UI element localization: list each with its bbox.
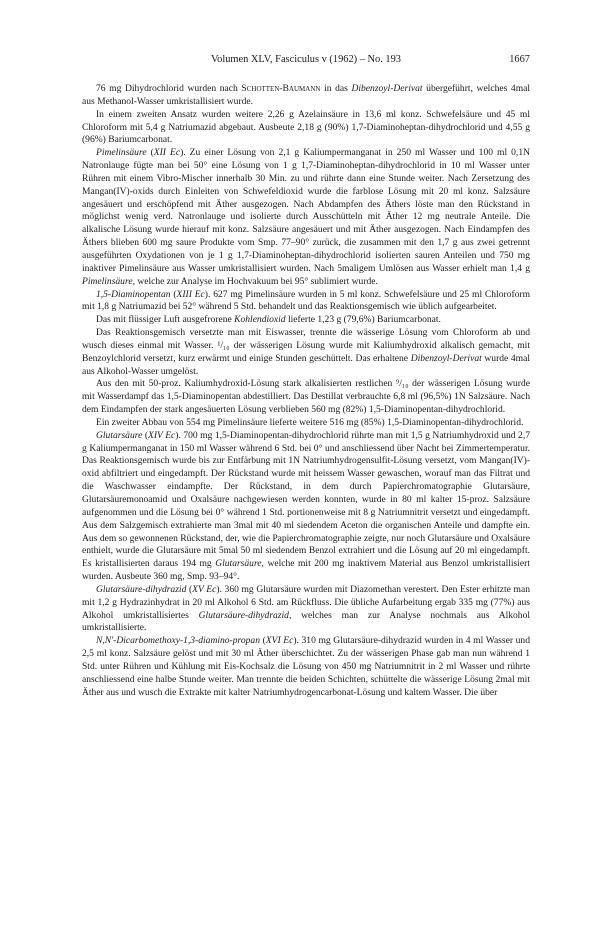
italic-run: 1,5-Diaminopentan — [96, 288, 171, 300]
text-run: ). 310 mg Glutarsäure-dihydrazid wurden in 4 ml Wasser und 2,5 ml konz. Salzsäure gelöst und mit 30 ml Äther überschichtet. Zu der wässerigen Phase gab man nun während 1 Std. unter Rühren und Kühlung mit Eis-Kochsalz die Lösung von 450 mg Natriumnitrit in 2 ml Wasser und rührte anschliessend eine halbe Stunde weiter. Man trennte die beiden Schichten, schüttelte die wässerige Lösung 2mal mit Äther aus und wusch die Extrakte mit kalter Natriumhydrogencarbonat-Lösung und kaltem Wasser. Die über — [82, 635, 530, 698]
text-run: Das Reaktionsgemisch versetzte man mit Eiswasser, trennte die wässerige Lösung vom Chloroform ab und wusch dieses einmal mit Wasser. ¹/₁₀ der wässerigen Lösung wurde mit Kaliumhydroxid alkalisch gemacht, mit Benzoylchlorid versetzt, kurz erwärmt und einige Stunden geschüttelt. Das erhaltene — [82, 327, 530, 364]
italic-run: Kohlendioxid — [234, 314, 286, 326]
text-run: wurde 4mal aus Alkohol-Wasser umgelöst. — [82, 352, 530, 377]
text-run: In einem zweiten Ansatz wurden weitere 2,26 g Azelainsäure in 13,6 ml konz. Schwefelsäure und 45 ml Chloroform mit 5,4 g Natriumazid abgebaut. Ausbeute 2,18 g (90%) 1,7-Diaminoheptan-dihydrochlorid und 4,55 g (96%) Bariumcarbonat. — [82, 108, 530, 146]
text-run: ). 700 mg 1,5-Diaminopentan-dihydrochlorid rührte man mit 1,5 g Natriumhydroxid und 2,7 g Kaliumpermanganat in 150 ml Wasser während 6 Std. bei 0° und anschliessend über Nacht bei Zimmertemperatur. Das Reaktionsgemisch wurde bis zur Entfärbung mit 1N Natriumhydrogensulfit-Lösung versetzt, vom Mangan(IV)-oxid abfiltriert und eingedampft. Der Rückstand wurde mit heissem Wasser gewaschen, worauf man das Filtrat und die Waschwasser eindampfte. Der Rückstand, in dem durch Papierchromatographie Glutarsäure, Glutarsäuremonoamid und Oxalsäure nachgewiesen werden konnten, wurde in 80 ml kalter 15-proz. Salzsäure aufgenommen und die Lösung bei 0° während 1 Std. portionenweise mit 8 g Natriumnitrit versetzt und eingedampft. Aus dem Salzgemisch extrahierte man 3mal mit 40 ml siedendem Aceton die organischen Anteile und dampfte ein. Aus dem so gewonnenen Rückstand, der, wie die Papierchromatographie zeigte, nur noch Glutarsäure und Oxalsäure enthielt, wurde die Glutarsäure mit 5mal 50 ml siedendem Benzol extrahiert und die Lösung auf 20 ml eingedampft. Es kristallisierten daraus 194 mg — [82, 429, 530, 570]
page-header — [82, 51, 530, 69]
italic-run: XIII Ec — [176, 288, 205, 300]
paragraph — [82, 109, 530, 148]
italic-run: Glutarsäure — [96, 429, 143, 441]
text-run: , welches man zur Analyse nochmals aus Alkohol umkristallisierte. — [82, 609, 530, 634]
paragraph — [82, 83, 530, 109]
text-run: ). 360 mg Glutarsäure wurden mit Diazomethan verestert. Den Ester erhitzte man mit 1,2 g Hydrazinhydrat in 20 ml Alkohol 6 Std. am Rückfluss. Die übliche Aufarbeitung ergab 335 mg (77%) aus Alkohol umkristallisiertes — [82, 583, 530, 621]
paragraph — [82, 417, 530, 430]
italic-run: Dibenzoyl-Derivat — [351, 83, 423, 94]
text-run: Ein zweiter Abbau von 554 mg Pimelinsäure lieferte weitere 516 mg (85%) 1,5-Diaminopentan-dihydrochlorid. — [96, 416, 524, 428]
text-run: 76 mg Dihydrochlorid wurden nach — [96, 83, 242, 94]
paragraph — [82, 378, 530, 417]
text-run: Aus den mit 50-proz. Kaliumhydroxid-Lösung stark alkalisierten restlichen ⁹/₁₀ der wässerigen Lösung wurde mit Wasserdampf das 1,5-Diaminopentan abdestilliert. Das Destillat verbrauchte 6,8 ml (96,5%) 1N Salzsäure. Nach dem Eindampfen der stark angesäuerten Lösung verblieben 560 mg (82%) 1,5-Diaminopentan-dihydrochlorid. — [82, 378, 530, 416]
italic-run: Dibenzoyl-Derivat — [410, 352, 482, 364]
text-run: lieferte 1,23 g (79,6%) Bariumcarbonat. — [285, 314, 441, 326]
running-head: Volumen XLV, Fasciculus v (1962) – No. 193 — [210, 54, 401, 65]
paragraph — [82, 635, 530, 699]
text-run: , welche zur Analyse im Hochvakuum bei 95° sublimiert wurde. — [132, 275, 378, 287]
journal-page — [0, 51, 600, 939]
italic-run: Glutarsäure — [215, 558, 262, 570]
paragraph — [82, 327, 530, 378]
text-run: in das — [320, 83, 352, 94]
text-run: Das mit flüssiger Luft ausgefrorene — [96, 314, 235, 326]
paragraph — [82, 147, 530, 288]
italic-run: XIV Ec — [148, 429, 176, 441]
text-run: ( — [259, 635, 266, 647]
text-run: ( — [142, 429, 149, 441]
page-number: 1667 — [509, 54, 530, 65]
italic-run: Glutarsäure-dihydrazid — [198, 609, 289, 621]
text-run: , welche mit 200 mg inaktivem Material aus Benzol umkristallisiert wurden. Ausbeute 360 mg, Smp. 93–94°. — [82, 558, 530, 583]
text-run: ( — [146, 147, 154, 159]
smallcaps-run: Schotten-Baumann — [241, 83, 321, 94]
article-body — [82, 83, 530, 700]
paragraph — [82, 314, 530, 327]
text-run: ( — [170, 288, 177, 300]
italic-run: Pimelinsäure — [82, 275, 133, 287]
paragraph — [82, 584, 530, 635]
italic-run: Glutarsäure-dihydrazid — [96, 583, 187, 595]
italic-run: Pimelinsäure — [96, 147, 147, 159]
paragraph — [82, 289, 530, 315]
italic-run: XV Ec — [192, 583, 217, 595]
text-run: ). Zu einer Lösung von 2,1 g Kaliumpermanganat in 250 ml Wasser und 100 ml 0,1N Natronlauge fügte man bei 50° eine Lösung von 1 g 1,7-Diaminoheptan-dihydrochlorid in 10 ml Wasser unter Rühren mit einem Vibro-Mischer innerhalb 30 Min. zu und rührte dann eine Stunde weiter. Nach Zersetzung des Mangan(IV)-oxids durch Einleiten von Schwefeldioxid wurde die farblose Lösung mit 20 ml konz. Salzsäure angesäuert und erschöpfend mit Äther ausgezogen. Nach Abdampfen des Äthers löste man den Rückstand in möglichst wenig verd. Natronlauge und isolierte durch Ausschütteln mit Äther 12 mg neutrale Anteile. Die alkalische Lösung wurde hierauf mit konz. Salzsäure angesäuert und mit Äther ausgezogen. Nach Eindampfen des Äthers blieben 600 mg saure Produkte vom Smp. 77–90° zurück, die zusammen mit den 1,7 g aus zwei getrennt ausgeführten Oxydationen von je 1 g 1,7-Diaminoheptan-dihydrochlorid isolierten sauren Anteilen und 750 mg inaktiver Pimelinsäure aus Wasser umkristallisiert wurden. Nach 5maligem Umlösen aus Wasser erhielt man 1,4 g — [82, 147, 530, 274]
text-run: ( — [186, 583, 193, 595]
paragraph — [82, 430, 530, 584]
text-run: übergeführt, welches 4mal aus Methanol-Wasser umkristallisiert wurde. — [82, 83, 531, 107]
text-run: ). 627 mg Pimelinsäure wurden in 5 ml konz. Schwefelsäure und 25 ml Chloroform mit 1,8 g Natriumazid bei 52° während 5 Std. behandelt und das Reaktionsgemisch wie üblich aufgearbeitet. — [82, 288, 530, 313]
italic-run: XVI Ec — [265, 635, 294, 647]
italic-run: N,N'-Dicarbomethoxy-1,3-diamino-propan — [96, 635, 260, 647]
italic-run: XII Ec — [153, 147, 181, 159]
